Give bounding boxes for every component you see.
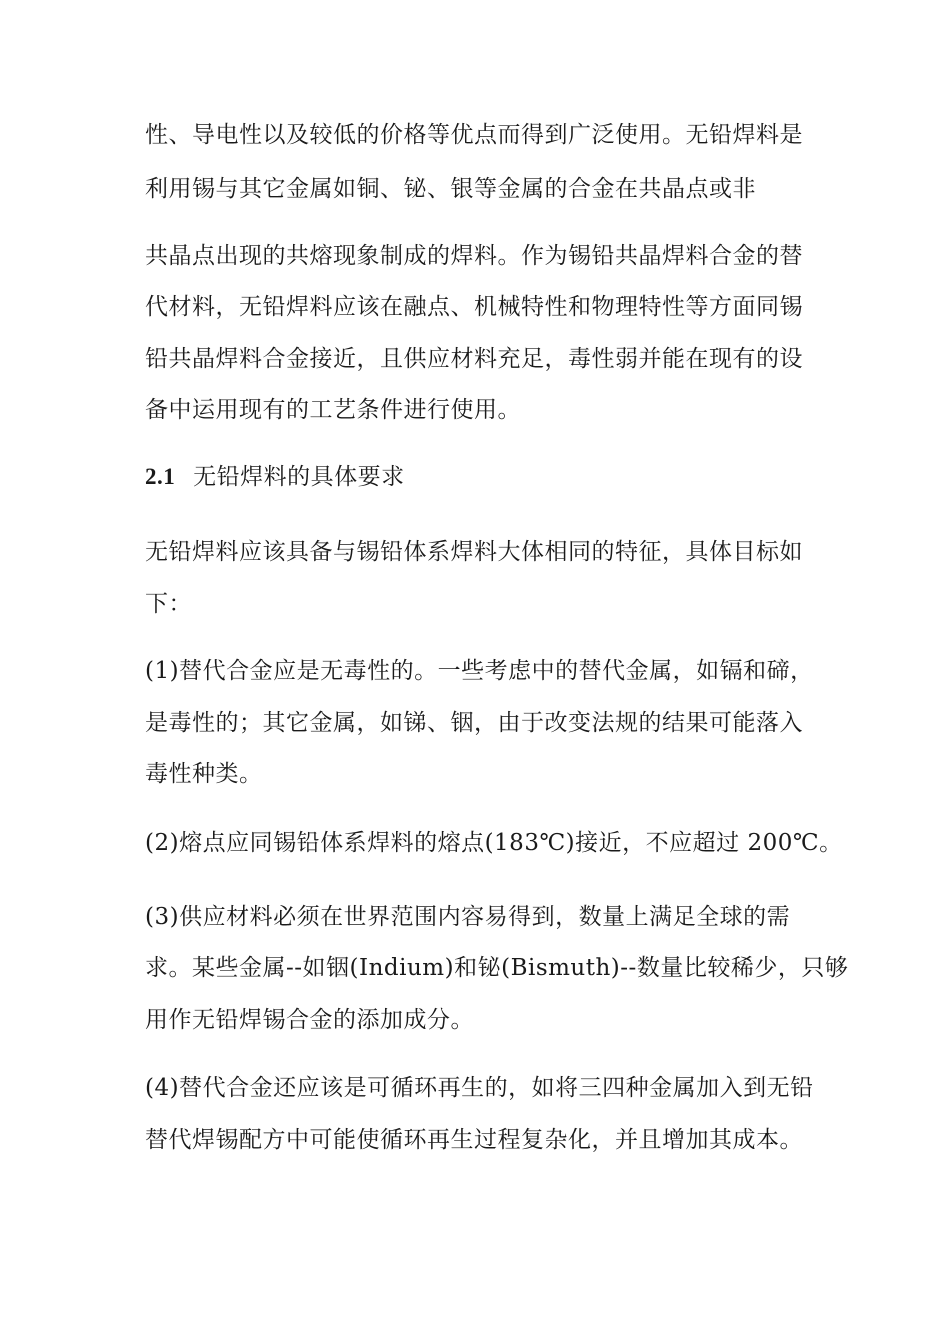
- section-heading: [145, 462, 815, 492]
- body-text-line: 共晶点出现的共熔现象制成的焊料。作为锡铅共晶焊料合金的替: [145, 243, 803, 269]
- requirement-line: 替代焊锡配方中可能使循环再生过程复杂化，并且增加其成本。: [145, 1127, 803, 1153]
- requirement-line: (4)替代合金还应该是可循环再生的，如将三四种金属加入到无铅: [145, 1075, 814, 1101]
- requirement-line: 用作无铅焊锡合金的添加成分。: [145, 1007, 474, 1033]
- body-text-line: 代材料，无铅焊料应该在融点、机械特性和物理特性等方面同锡: [145, 294, 803, 320]
- section-title: 无铅焊料的具体要求: [193, 464, 405, 490]
- body-text-line: 备中运用现有的工艺条件进行使用。: [145, 397, 521, 423]
- body-text-line: 铅共晶焊料合金接近，且供应材料充足，毒性弱并能在现有的设: [145, 346, 803, 372]
- requirement-line: 是毒性的；其它金属，如锑、铟，由于改变法规的结果可能落入: [145, 710, 803, 736]
- body-text-line: 性、导电性以及较低的价格等优点而得到广泛使用。无铅焊料是: [145, 122, 803, 148]
- requirement-line: 毒性种类。: [145, 761, 263, 787]
- requirement-line: 求。某些金属--如铟(Indium)和铋(Bismuth)--数量比较稀少，只够: [145, 955, 849, 981]
- requirement-line: (2)熔点应同锡铅体系焊料的熔点(183℃)接近，不应超过 200℃。: [145, 830, 843, 856]
- requirement-line: (1)替代合金应是无毒性的。一些考虑中的替代金属，如镉和碲，: [145, 658, 814, 684]
- body-text-line: 下：: [145, 591, 192, 617]
- section-number: 2.1: [145, 464, 176, 489]
- requirement-line: (3)供应材料必须在世界范围内容易得到，数量上满足全球的需: [145, 904, 791, 930]
- body-text-line: 利用锡与其它金属如铜、铋、银等金属的合金在共晶点或非: [145, 176, 756, 202]
- body-text-line: 无铅焊料应该具备与锡铅体系焊料大体相同的特征，具体目标如: [145, 539, 803, 565]
